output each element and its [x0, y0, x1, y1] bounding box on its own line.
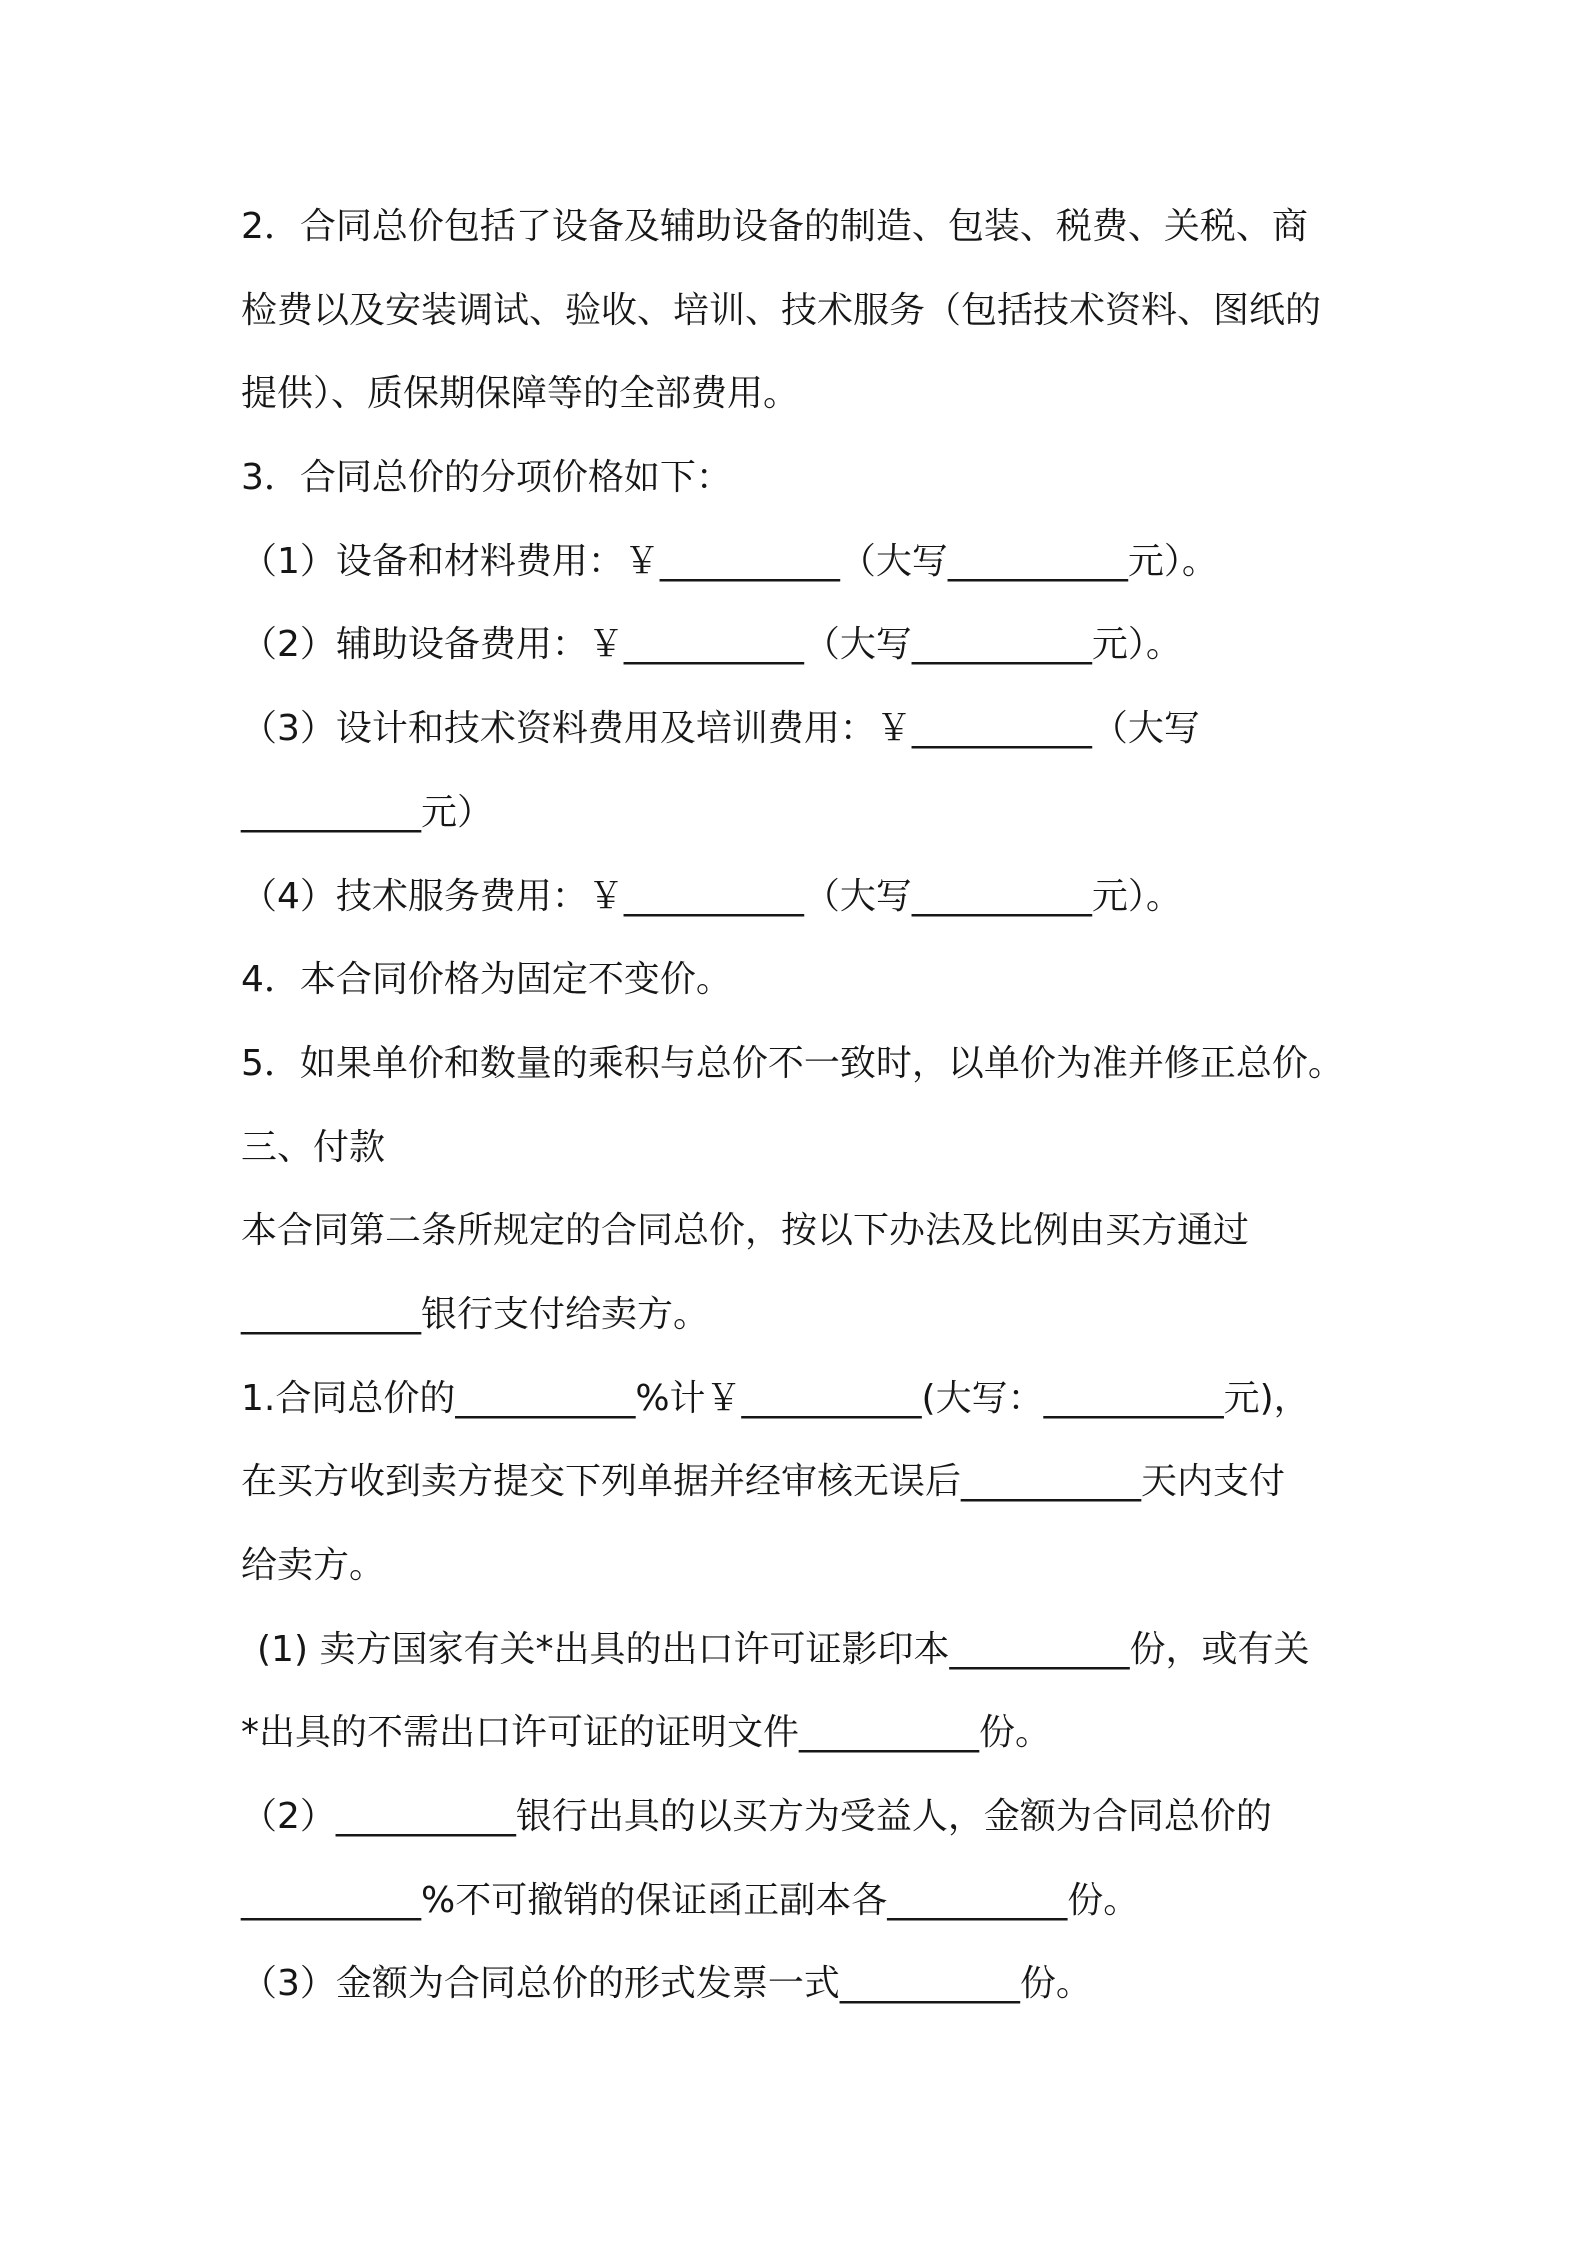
clause-2	[241, 185, 1491, 436]
proforma-invoice-document-item: （3）金额为合同总价的形式发票一式__________份。	[241, 1963, 1092, 2005]
payment-section-heading: 三、付款	[241, 1126, 386, 1168]
equipment-material-cost-item: （1）设备和材料费用：￥__________（大写__________元）。	[241, 540, 1218, 582]
auxiliary-equipment-cost-item: （2）辅助设备费用：￥__________（大写__________元）。	[241, 624, 1182, 666]
payment-item-1-line: 在买方收到卖方提交下列单据并经审核无误后__________天内支付	[241, 1461, 1286, 1503]
bank-guarantee-document-item: （2）__________银行出具的以买方为受益人，金额为合同总价的	[241, 1796, 1272, 1838]
payment-section	[241, 1106, 1491, 2027]
clause-2-line: 检费以及安装调试、验收、培训、技术服务（包括技术资料、图纸的	[241, 289, 1322, 331]
payment-item-1-line: 1.合同总价的__________%计￥__________(大写：__________元)，	[241, 1377, 1310, 1419]
clause-2-line: 2．合同总价包括了设备及辅助设备的制造、包装、税费、关税、商	[241, 206, 1308, 247]
export-license-document-item: (1) 卖方国家有关*出具的出口许可证影印本__________份，或有关	[257, 1628, 1310, 1670]
clause-3-heading: 3．合同总价的分项价格如下：	[241, 457, 732, 499]
design-training-cost-item-continued: __________元）	[241, 791, 494, 833]
bank-guarantee-document-item-continued: __________%不可撤销的保证函正副本各__________份。	[241, 1879, 1140, 1921]
contract-text-body	[241, 185, 1491, 2026]
clause-3	[241, 436, 1491, 938]
design-training-cost-item: （3）设计和技术资料费用及培训费用：￥__________（大写	[241, 708, 1200, 750]
clause-4: 4．本合同价格为固定不变价。	[241, 959, 732, 1001]
payment-item-1-line: 给卖方。	[241, 1545, 386, 1586]
clause-5: 5．如果单价和数量的乘积与总价不一致时，以单价为准并修正总价。	[241, 1042, 1344, 1084]
payment-intro-line: __________银行支付给卖方。	[241, 1293, 710, 1335]
technical-service-cost-item: （4）技术服务费用：￥__________（大写__________元）。	[241, 875, 1182, 917]
payment-intro-line: 本合同第二条所规定的合同总价，按以下办法及比例由买方通过	[241, 1210, 1250, 1252]
clause-2-line: 提供）、质保期保障等的全部费用。	[241, 373, 800, 415]
export-license-document-item-continued: *出具的不需出口许可证的证明文件__________份。	[241, 1712, 1052, 1754]
